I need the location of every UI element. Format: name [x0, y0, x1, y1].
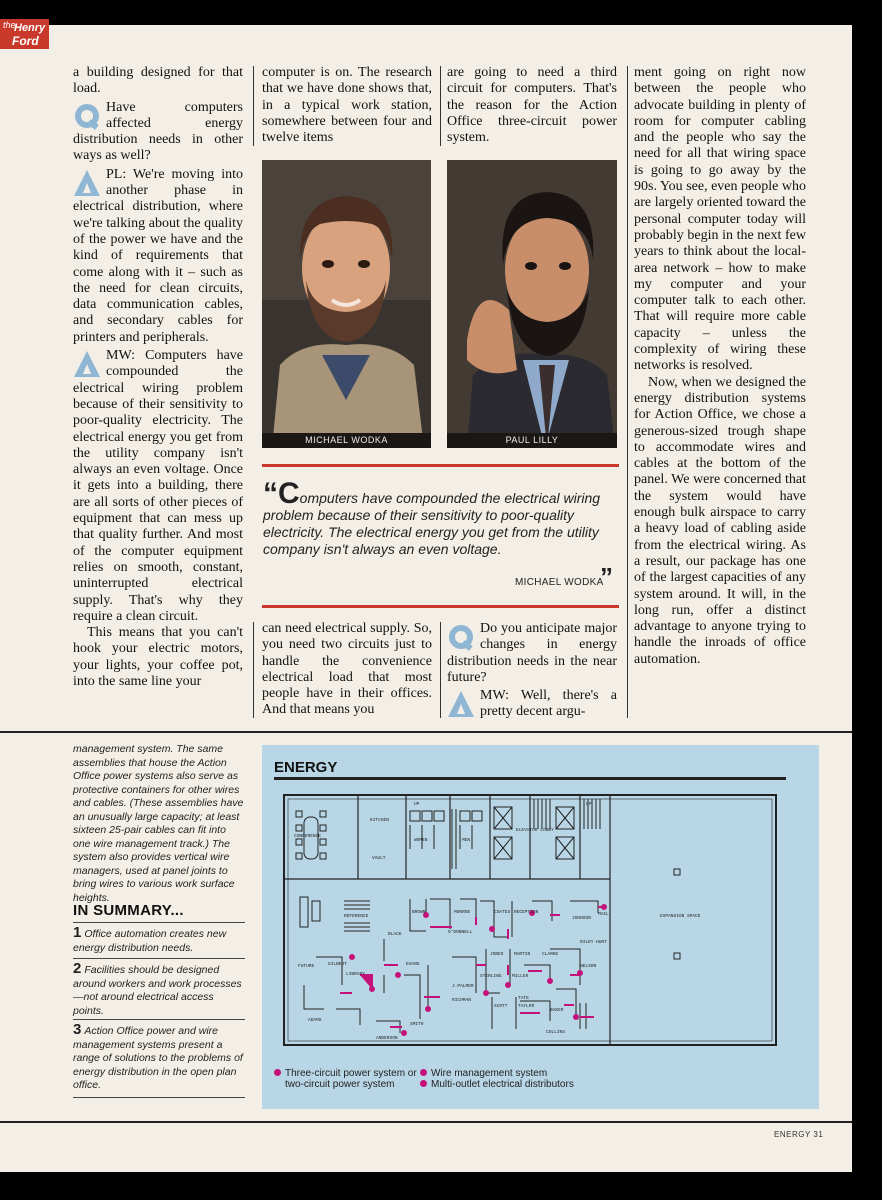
photo-caption: PAUL LILLY [447, 433, 617, 448]
workstation-label: COATES [494, 910, 511, 915]
article-column-1 [73, 65, 243, 690]
summary-divider [73, 958, 245, 959]
answer-a-icon [447, 690, 475, 718]
question-text: Do you anticipate major changes in energy distribution needs in the near future? [447, 621, 617, 685]
workstation-label: LIBRARY [346, 972, 365, 977]
question-q-icon [447, 623, 475, 651]
workstation-label: BAKER [550, 1008, 564, 1013]
column-divider [440, 622, 441, 718]
answer-text: MW: Well, there's a pretty decent argu- [480, 688, 617, 720]
pullquote-rule-bottom [262, 605, 619, 608]
section-divider [0, 731, 852, 733]
summary-item-3: 3 Action Office power and wire management systems present a range of solutions to the problems of energy distribution in the open plan office. [73, 1021, 243, 1091]
workstation-label: EVANS [406, 962, 420, 967]
room-label: EXPANSION SPACE [660, 914, 701, 919]
room-label: UP [586, 802, 592, 807]
column-divider [253, 622, 254, 718]
workstation-label: J.PALMER [452, 984, 474, 989]
workstation-label: BROWN [412, 910, 426, 915]
workstation-label: SCOTT [494, 1004, 508, 1009]
question-block [447, 621, 617, 686]
article-column-2-bottom: can need electrical supply. So, you need two circuits just to handle the convenience electrical load that most people have in their offices. And that means you [262, 621, 432, 718]
column-divider [440, 66, 441, 146]
summary-title: IN SUMMARY... [73, 902, 184, 919]
workstation-label: FUTURE [298, 964, 315, 969]
photo-caption: MICHAEL WODKA [262, 433, 431, 448]
summary-item-1: 1 Office automation creates new energy distribution needs. [73, 924, 227, 954]
article-column-3-bottom [447, 621, 617, 721]
workstation-label: JOHNSON [572, 916, 591, 921]
workstation-label: O'DONNELL [448, 930, 473, 935]
workstation-label: MAIL [598, 912, 609, 917]
summary-divider [73, 1019, 245, 1020]
workstation-label: BLACK [388, 932, 402, 937]
photo-paul-lilly [447, 160, 617, 448]
workstation-label: SMITH [410, 1022, 424, 1027]
workstation-label: TAYLOR [518, 1004, 535, 1009]
workstation-label: MARTIN [514, 952, 531, 957]
workstation-label: TATE [518, 996, 529, 1001]
workstation-label: COLLINS [546, 1030, 565, 1035]
workstation-label: CLARKE [542, 952, 559, 957]
legend-item-distributors: Multi-outlet electrical distributors [420, 1079, 574, 1090]
workstation-label: REFERENCE [344, 914, 369, 919]
legend-item-wire-management: Wire management system [420, 1068, 547, 1079]
summary-divider [73, 1097, 245, 1098]
sidebar-text: management system. The same assemblies that house the Action Office power systems also serve as protective containers for other wires and cables. (These assemblies have an unusually large capacity; at least sixteen 25-pair cables can fit into one wire management track.) The system also provides vertical wire managers, used at panel joints to bring wires to various work surface heights. [73, 743, 244, 904]
pullquote-rule-top [262, 464, 619, 467]
diagram-title-rule [274, 777, 786, 780]
answer-a-icon [73, 350, 101, 378]
answer-a-icon [73, 169, 101, 197]
workstation-label: MILLER [512, 974, 529, 979]
answer-text: MW: Computers have compounded the electrical wiring problem because of their sensitivity to poor-quality electricity. The electrical energy you get from the utility company isn't always an even voltage. Once it gets into a building, there are all sorts of other pieces of equipment that can mess up that quality further. And most of the computer equipment relies on smooth, constant, uninterrupted electrical supply. That's why they require a clean circuit. [73, 348, 243, 624]
question-text: Have computers affected energy distribution needs in other ways as well? [73, 99, 243, 164]
paragraph: This means that you can't hook your electric motors, your lights, your coffee pot, into the same line your [73, 625, 243, 689]
workstation-label: RILEY [580, 940, 594, 945]
article-column-4: ment going on right now between the people who advocate building in plenty of room for computer cabling and the people who say the need for all that wiring space is going to go away by the 90s. You see, even people who are largely oriented toward the personal computer today will probably begin in the next few years to think about the local-area network – how to make my computer and your computer talk to each other. That will require more cable capacity – unless the complexity of wiring these networks is resolved. Now, when we designed the energy distribution systems for Action Office, we chose a generous-sized trough shape to accommodate wires and cables at the bottom of the panel. We were concerned that the system would have enough bulk airspace to carry a heavy load of cabling aside from the electrical wiring. As a result, our package has one of the largest capacities of any system around. It will, in the long run, offer a distinct advantage to anyone trying to handle the inroads of office automation. [634, 65, 806, 667]
workstation-label: RECEPTION [514, 910, 539, 915]
section-divider [0, 1121, 852, 1123]
answer-text: PL: We're moving into another phase in electrical distribution, where we're talking about the quality of the power we have and the kind of requirements that come along with it – such as the need for clean circuits, data communication cables, and secondary cables for printers and peripherals. [73, 166, 243, 345]
energy-floor-plan-diagram [262, 745, 819, 1109]
pullquote-close-mark: ” [600, 562, 613, 592]
column-divider [627, 66, 628, 718]
room-label: UP [414, 802, 420, 807]
article-column-3-top: are going to need a third circuit for computers. That's the reason for the Action Office three-circuit power system. [447, 65, 617, 146]
room-label: ELEVATOR LOBBY [516, 828, 554, 833]
workstation-label: ANDERSON [376, 1036, 398, 1041]
column-divider [253, 66, 254, 146]
room-label: CONFERENCE [294, 834, 322, 839]
pullquote: “Computers have compounded the electrical wiring problem because of their sensitivity to poor-quality electricity. The electrical energy you get from the utility company isn't always an even voltage. [263, 477, 601, 557]
question-q-icon [73, 102, 101, 130]
workstation-label: NELSON [580, 964, 597, 969]
legend-item-power-system: Three-circuit power system or two-circuit power system [274, 1068, 424, 1090]
article-column-2-top: computer is on. The research that we have done shows that, in a typical work station, somewhere between four and twelve items [262, 65, 432, 146]
portrait-illustration [447, 160, 617, 448]
workstation-label: HUNT [596, 940, 607, 945]
floor-plan [280, 789, 780, 1051]
answer-block [73, 167, 243, 346]
workstation-label: RICHMAN [452, 998, 471, 1003]
room-label: KITCHEN [370, 818, 389, 823]
question-block [73, 100, 243, 165]
workstation-label: STERLING [480, 974, 502, 979]
answer-block [447, 688, 617, 721]
diagram-title: ENERGY [274, 759, 338, 776]
paragraph: a building designed for that load. [73, 65, 243, 97]
photo-michael-wodka [262, 160, 431, 448]
portrait-illustration [262, 160, 431, 448]
pullquote-author: MICHAEL WODKA [515, 577, 604, 588]
workstation-label: MONROE [454, 910, 471, 915]
page-footer: ENERGY 31 [774, 1130, 824, 1139]
magenta-dot-icon [274, 1069, 281, 1076]
henry-ford-logo: the Henry Ford [0, 19, 49, 49]
magenta-dot-icon [420, 1080, 427, 1087]
room-label: WOMEN [414, 838, 428, 843]
room-label: MEN [462, 838, 471, 843]
workstation-label: GILBERT [328, 962, 347, 967]
workstation-label: ADAMS [308, 1018, 322, 1023]
room-label: VAULT [372, 856, 386, 861]
magenta-dot-icon [420, 1069, 427, 1076]
answer-block [73, 348, 243, 625]
summary-divider [73, 922, 245, 923]
summary-item-2: 2 Facilities should be designed around workers and work processes —not around electrical access points. [73, 960, 242, 1017]
workstation-label: JONES [490, 952, 504, 957]
